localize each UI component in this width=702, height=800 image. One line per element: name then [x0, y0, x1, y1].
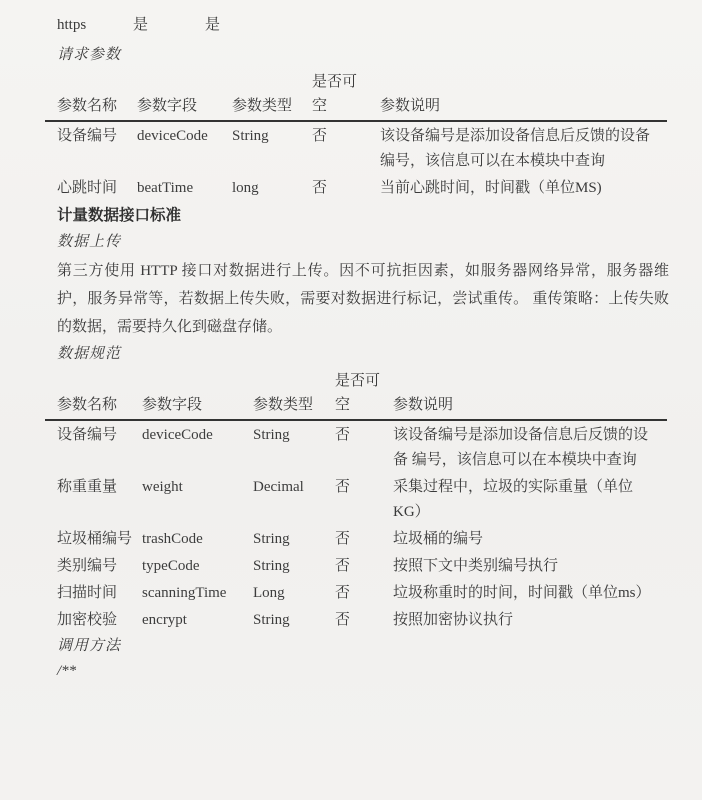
- subsection-heading-data-upload: 数据上传: [57, 234, 122, 250]
- param-type-cell: String: [232, 128, 269, 144]
- param-desc-cell: 垃圾桶的编号: [393, 531, 484, 547]
- col-header-param-type: 参数类型: [232, 70, 312, 122]
- table-row: [45, 525, 667, 552]
- param-desc-cell: 按照下文中类别编号执行: [393, 558, 559, 574]
- table-row: [45, 174, 667, 201]
- param-field-cell: deviceCode: [137, 128, 208, 144]
- param-nullable-cell: 否: [335, 531, 351, 547]
- param-nullable-cell: 否: [335, 427, 351, 443]
- param-desc-cell: 该设备编号是添加设备信息后反馈的设备 编号，该信息可以在本模块中查询: [393, 427, 649, 468]
- param-name-cell: 类别编号: [57, 558, 118, 574]
- param-field-cell: weight: [142, 479, 183, 495]
- param-type-cell: Decimal: [253, 479, 304, 495]
- table-row: [45, 421, 667, 473]
- param-desc-cell: 采集过程中，垃圾的实际重量（单位KG）: [393, 479, 634, 520]
- param-nullable-cell: 否: [335, 479, 351, 495]
- param-desc-cell: 当前心跳时间，时间戳（单位MS): [380, 180, 602, 196]
- param-field-cell: trashCode: [142, 531, 203, 547]
- param-name-cell: 设备编号: [57, 427, 118, 443]
- param-type-cell: String: [253, 427, 290, 443]
- col-header-param-field: 参数字段: [137, 70, 232, 122]
- param-type-cell: long: [232, 180, 259, 196]
- param-field-cell: deviceCode: [142, 427, 213, 443]
- param-field-cell: beatTime: [137, 180, 194, 196]
- param-name-cell: 心跳时间: [57, 180, 118, 196]
- table-row: [45, 552, 667, 579]
- col-header-param-desc: 参数说明: [380, 70, 667, 122]
- param-name-cell: 称重重量: [57, 479, 118, 495]
- param-name-cell: 设备编号: [57, 128, 118, 144]
- protocol-flag-2: 是: [205, 17, 221, 33]
- col-header-param-field: 参数字段: [142, 369, 253, 421]
- col-header-param-desc: 参数说明: [393, 369, 667, 421]
- table-header-row: [45, 70, 667, 122]
- table-header-row: [45, 369, 667, 421]
- param-field-cell: scanningTime: [142, 585, 227, 601]
- param-nullable-cell: 否: [312, 128, 328, 144]
- param-field-cell: typeCode: [142, 558, 200, 574]
- param-name-cell: 扫描时间: [57, 585, 118, 601]
- param-nullable-cell: 否: [312, 180, 328, 196]
- param-nullable-cell: 否: [335, 612, 351, 628]
- data-spec-table: [45, 369, 667, 633]
- table-row: [45, 606, 667, 633]
- code-comment-open: /**: [57, 663, 77, 679]
- section-heading-invoke-method: 调用方法: [57, 638, 122, 654]
- section-heading-metering-standard: 计量数据接口标准: [57, 207, 182, 224]
- section-heading-request-params: 请求参数: [57, 47, 122, 63]
- table-row: [45, 122, 667, 174]
- param-nullable-cell: 否: [335, 585, 351, 601]
- param-type-cell: String: [253, 612, 290, 628]
- param-desc-cell: 按照加密协议执行: [393, 612, 514, 628]
- param-name-cell: 垃圾桶编号: [57, 531, 133, 547]
- col-header-param-type: 参数类型: [253, 369, 335, 421]
- subsection-heading-data-spec: 数据规范: [57, 346, 122, 362]
- table-row: [45, 473, 667, 525]
- param-type-cell: String: [253, 558, 290, 574]
- protocol-flag-1: 是: [133, 17, 149, 33]
- col-header-param-nullable: 是否可空: [312, 70, 380, 122]
- param-field-cell: encrypt: [142, 612, 187, 628]
- param-type-cell: Long: [253, 585, 285, 601]
- param-desc-cell: 该设备编号是添加设备信息后反馈的设备 编号，该信息可以在本模块中查询: [380, 128, 651, 169]
- table-row: [45, 579, 667, 606]
- param-name-cell: 加密校验: [57, 612, 118, 628]
- col-header-param-name: 参数名称: [45, 369, 142, 421]
- protocol-row: [57, 12, 668, 38]
- col-header-param-nullable: 是否可空: [335, 369, 393, 421]
- data-upload-paragraph: 第三方使用 HTTP 接口对数据进行上传。因不可抗拒因素，如服务器网络异常，服务器维护，服务异常等，若数据上传失败，需要对数据进行标记，尝试重传。 重传策略：上传失败的数据，需要持久化到磁盘存储。: [57, 263, 669, 335]
- col-header-param-name: 参数名称: [45, 70, 137, 122]
- param-type-cell: String: [253, 531, 290, 547]
- request-params-table: [45, 70, 667, 201]
- param-desc-cell: 垃圾称重时的时间，时间戳（单位ms）: [393, 585, 651, 601]
- param-nullable-cell: 否: [335, 558, 351, 574]
- protocol-value: https: [57, 17, 87, 33]
